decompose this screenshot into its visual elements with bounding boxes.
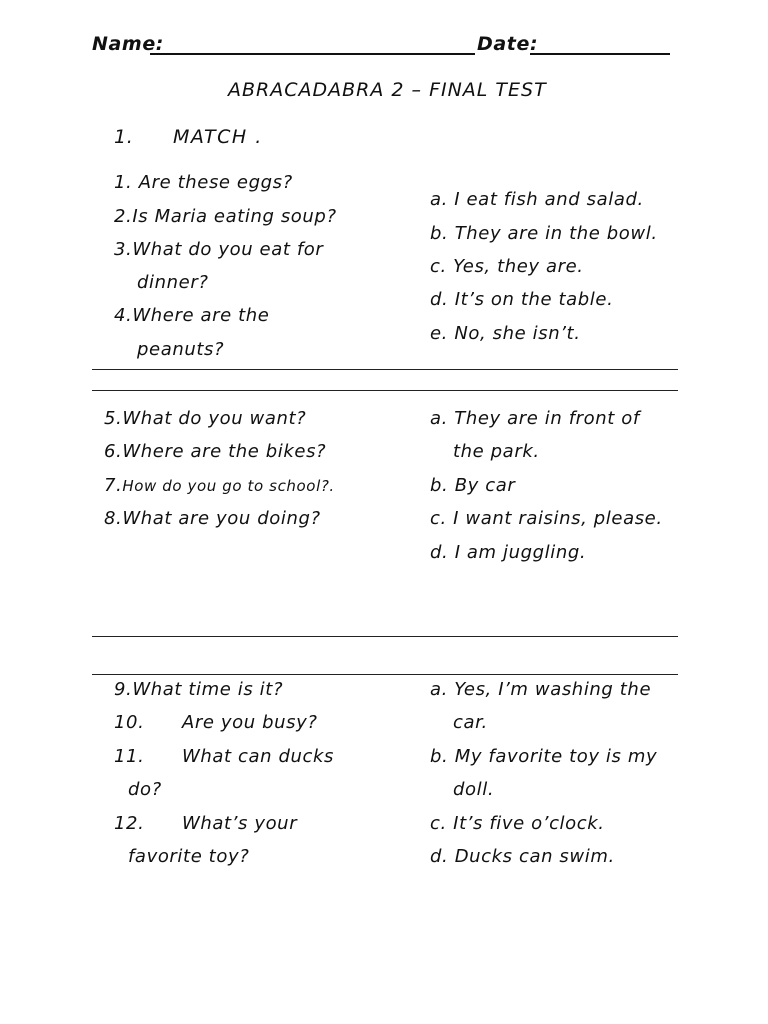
answer-a-cont: car. [453, 712, 488, 733]
question-8: 8.What are you doing? [104, 508, 321, 529]
date-label: Date: [477, 33, 539, 55]
answer-a-cont: the park. [453, 441, 540, 462]
question-3: 3.What do you eat for [114, 239, 324, 260]
name-field-line[interactable] [150, 53, 475, 55]
question-1: 1. Are these eggs? [114, 172, 293, 193]
answer-b: b. They are in the bowl. [430, 223, 658, 244]
question-12: What’s your [182, 813, 298, 834]
question-2: 2.Is Maria eating soup? [114, 206, 337, 227]
question-9: 9.What time is it? [114, 679, 284, 700]
answer-e: e. No, she isn’t. [430, 323, 581, 344]
divider-line [92, 674, 678, 675]
question-10: Are you busy? [182, 712, 318, 733]
answer-b: b. My favorite toy is my [430, 746, 658, 767]
answer-d: d. Ducks can swim. [430, 846, 615, 867]
question-4-cont: peanuts? [137, 339, 225, 360]
answer-b-cont: doll. [453, 779, 495, 800]
section-label: MATCH . [173, 126, 263, 148]
question-5: 5.What do you want? [104, 408, 307, 429]
answer-c: c. It’s five o’clock. [430, 813, 605, 834]
divider-line [92, 369, 678, 370]
question-3-cont: dinner? [137, 272, 209, 293]
question-11-number: 11. [114, 746, 145, 767]
answer-a: a. I eat fish and salad. [430, 189, 644, 210]
page-title: ABRACADABRA 2 – FINAL TEST [228, 79, 547, 101]
answer-a: a. Yes, I’m washing the [430, 679, 652, 700]
date-field-line[interactable] [530, 53, 670, 55]
answer-a: a. They are in front of [430, 408, 640, 429]
question-10-number: 10. [114, 712, 145, 733]
divider-line [92, 636, 678, 637]
question-11: What can ducks [182, 746, 335, 767]
divider-line [92, 390, 678, 391]
section-number: 1. [114, 126, 134, 148]
answer-b: b. By car [430, 475, 516, 496]
question-12-number: 12. [114, 813, 145, 834]
question-7: 7.How do you go to school?. [104, 475, 335, 496]
answer-d: d. It’s on the table. [430, 289, 614, 310]
question-4: 4.Where are the [114, 305, 270, 326]
question-6: 6.Where are the bikes? [104, 441, 327, 462]
question-12-cont: favorite toy? [128, 846, 250, 867]
name-label: Name: [92, 33, 165, 55]
answer-c: c. I want raisins, please. [430, 508, 663, 529]
question-11-cont: do? [128, 779, 162, 800]
answer-d: d. I am juggling. [430, 542, 587, 563]
answer-c: c. Yes, they are. [430, 256, 584, 277]
